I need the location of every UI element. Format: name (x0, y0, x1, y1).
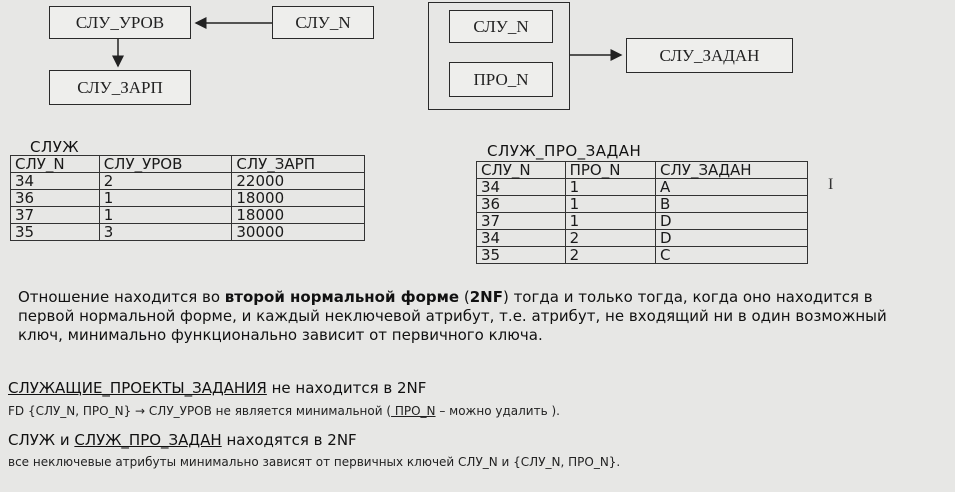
node-pro-n: ПРО_N (449, 62, 553, 97)
node-slu-urov: СЛУ_УРОВ (49, 6, 191, 39)
table-row: 37 1 D (477, 213, 808, 230)
column-header: СЛУ_УРОВ (99, 156, 232, 173)
node-slu-n-left: СЛУ_N (272, 6, 374, 39)
definition-paragraph: Отношение находится во второй нормальной форме (2NF) тогда и только тогда, когда оно находится в первой нормальной форме, и каждый неключевой атрибут, т.е. атрибут, не входящий ни в один возможный ключ, минимально функционально зависит от первичного ключа. (18, 288, 887, 344)
diagram-arrows (0, 0, 955, 130)
table1-caption: СЛУЖ (30, 138, 80, 156)
text-cursor-icon: I (828, 176, 834, 193)
table-header-row (477, 162, 808, 179)
table-row: 34 1 A (477, 179, 808, 196)
column-header: СЛУ_ЗАДАН (656, 162, 808, 179)
table-row: 35 3 30000 (11, 224, 365, 241)
table-header-row (11, 156, 365, 173)
note2-line: все неключевые атрибуты минимально зависят от первичных ключей СЛУ_N и {СЛУ_N, ПРО_N}. (8, 455, 621, 469)
column-header: СЛУ_N (11, 156, 100, 173)
column-header: СЛУ_ЗАРП (232, 156, 365, 173)
table-row: 36 1 B (477, 196, 808, 213)
node-slu-zadan: СЛУ_ЗАДАН (626, 38, 793, 73)
table-row: 35 2 C (477, 247, 808, 264)
column-header: ПРО_N (565, 162, 655, 179)
table-row: 36 1 18000 (11, 190, 365, 207)
table-sluzh-pro-zadan (476, 161, 808, 264)
note1-heading: СЛУЖАЩИЕ_ПРОЕКТЫ_ЗАДАНИЯ не находится в 2NF (8, 379, 427, 397)
node-slu-zarp: СЛУ_ЗАРП (49, 70, 191, 105)
note2-heading: СЛУЖ и СЛУЖ_ПРО_ЗАДАН находятся в 2NF (8, 431, 357, 449)
column-header: СЛУ_N (477, 162, 566, 179)
table2-caption: СЛУЖ_ПРО_ЗАДАН (487, 142, 642, 160)
node-slu-n-right: СЛУ_N (449, 10, 553, 43)
table-row: 37 1 18000 (11, 207, 365, 224)
table-row: 34 2 22000 (11, 173, 365, 190)
table-row: 34 2 D (477, 230, 808, 247)
table-sluzh (10, 155, 365, 241)
note1-line: FD {СЛУ_N, ПРО_N} → СЛУ_УРОВ не является минимальной ( ПРО_N – можно удалить ). (8, 404, 560, 418)
